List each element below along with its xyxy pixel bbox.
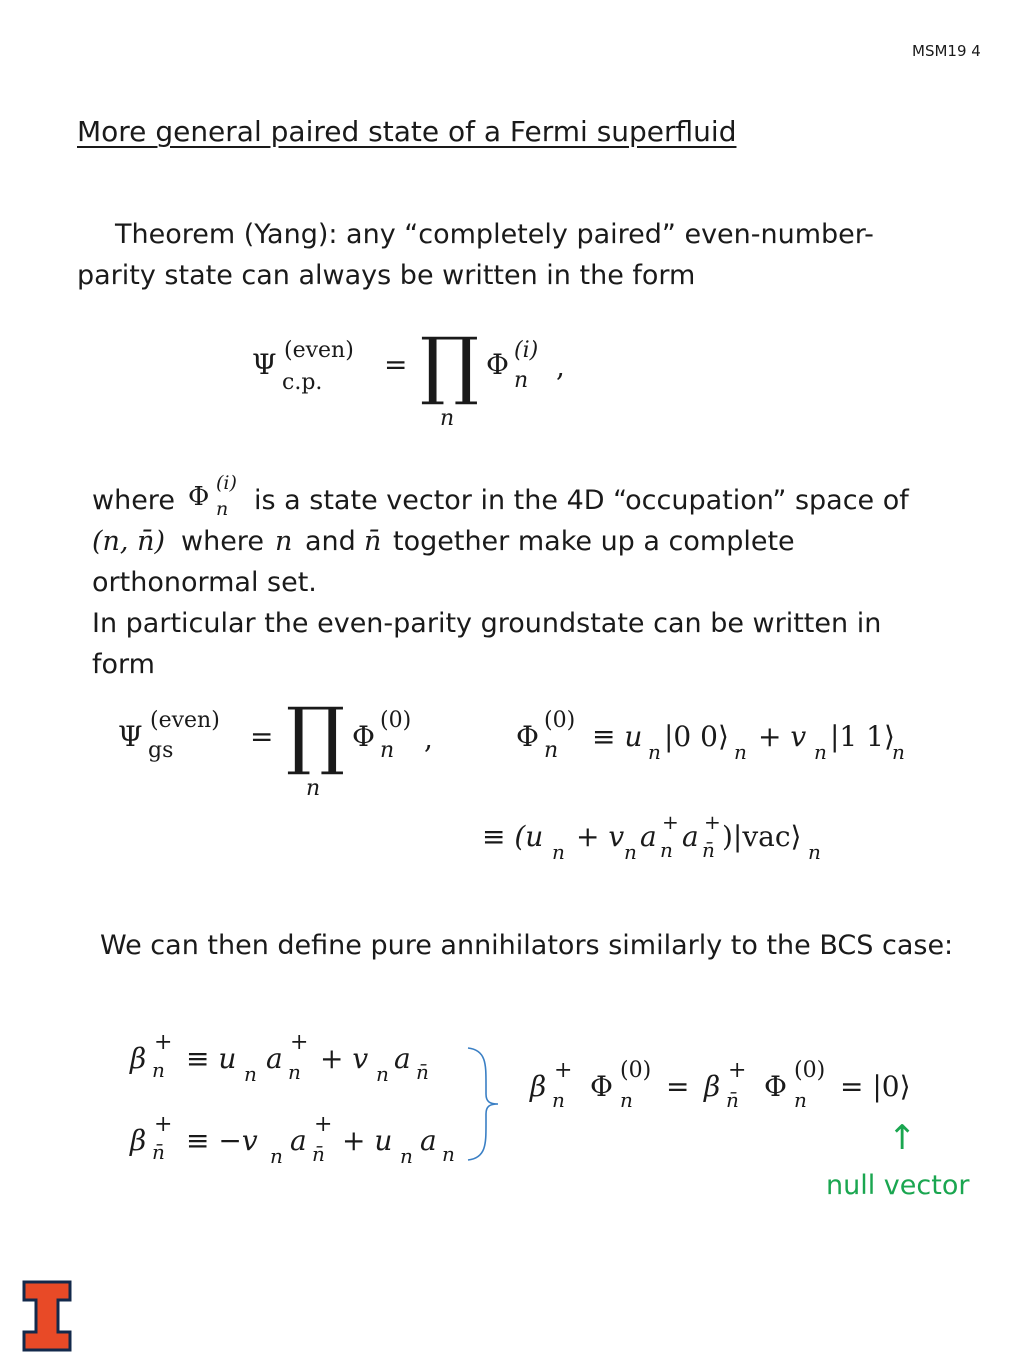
eq1-prod-sub: n — [440, 406, 455, 431]
annihilators-text: We can then define pure annihilators similarly to the BCS case: — [100, 930, 954, 961]
up-arrow-icon: ↑ — [888, 1118, 917, 1158]
result-beta-nbar-sub: n̄ — [726, 1088, 739, 1112]
eq3-v-sub: n — [814, 740, 827, 764]
eq4-a-nbar-sup: + — [704, 810, 721, 834]
beta2-a: a — [290, 1124, 307, 1157]
where-line-4: In particular the even-parity groundstate can be written in — [92, 608, 882, 639]
where-n-pair: (n, n̄) — [92, 526, 166, 557]
beta1-a2: a — [394, 1042, 411, 1075]
beta1-u: ≡ u — [186, 1042, 237, 1075]
where-line-3: orthonormal set. — [92, 567, 317, 598]
eq1-phi-sup: (i) — [514, 338, 539, 363]
result-beta-n-sup: + — [554, 1058, 573, 1083]
where-phi-sup: (i) — [216, 472, 237, 494]
eq3-ket-00-sub: n — [734, 740, 747, 764]
eq3-ket-11: |1 1⟩ — [830, 720, 895, 753]
beta1-a-sub: n — [288, 1060, 301, 1084]
where-line-1-rest: is a state vector in the 4D “occupation” space of — [254, 485, 909, 516]
theorem-line-2: parity state can always be written in the form — [77, 260, 696, 291]
beta1-beta-sup: + — [154, 1030, 173, 1055]
result-phi-2-sup: (0) — [794, 1058, 826, 1083]
beta1-a: a — [266, 1042, 283, 1075]
beta2-beta: β — [130, 1124, 147, 1157]
eq4-open: ≡ (u — [482, 820, 544, 853]
slide-title: More general paired state of a Fermi superfluid — [77, 115, 737, 148]
eq2-phi-sub: n — [380, 738, 395, 763]
eq3-v: + v — [758, 720, 807, 753]
result-phi-1-sub: n — [620, 1088, 633, 1112]
eq1-psi-sub: c.p. — [282, 370, 323, 395]
where-word-2: where — [181, 526, 264, 557]
eq4-vac-sub: n — [808, 840, 821, 864]
beta2-u-sub: n — [400, 1144, 413, 1168]
eq2-psi-sub: gs — [148, 738, 174, 763]
eq1-psi-sup: (even) — [284, 338, 354, 363]
eq2-psi-sup: (even) — [150, 708, 220, 733]
beta2-beta-sup: + — [154, 1112, 173, 1137]
eq1-equals: = — [384, 348, 408, 381]
eq4-a-nbar-sub: n̄ — [702, 838, 715, 862]
result-equals-1: = — [666, 1070, 690, 1103]
result-phi-2-sub: n — [794, 1088, 807, 1112]
result-beta-n-sub: n — [552, 1088, 565, 1112]
beta1-v-sub: n — [376, 1062, 389, 1086]
eq2-prod-sub: n — [306, 776, 321, 801]
beta1-a2-sub: n̄ — [416, 1060, 429, 1084]
where-n: n — [275, 526, 293, 557]
eq4-a-nbar: a — [682, 820, 699, 853]
where-and: and — [305, 526, 356, 557]
eq3-phi-sub: n — [544, 738, 559, 763]
beta1-beta: β — [130, 1042, 147, 1075]
eq2-psi: Ψ — [118, 720, 143, 753]
beta1-a-sup: + — [290, 1030, 309, 1055]
illinois-logo-icon — [22, 1280, 72, 1352]
beta1-u-sub: n — [244, 1062, 257, 1086]
eq1-product-symbol: ∏ — [420, 322, 479, 408]
eq3-ket-11-sub: n — [892, 740, 905, 764]
where-phi: Φ — [188, 482, 210, 512]
result-beta-nbar-sup: + — [728, 1058, 747, 1083]
beta2-a-sub: n̄ — [312, 1142, 325, 1166]
result-zero-ket: = |0⟩ — [840, 1070, 911, 1103]
eq2-equals: = — [250, 720, 274, 753]
beta1-v: + v — [320, 1042, 369, 1075]
result-beta-nbar: β — [704, 1070, 721, 1103]
eq2-comma: , — [424, 722, 433, 755]
eq4-a-n-sup: + — [662, 810, 679, 834]
grouping-brace — [464, 1044, 504, 1164]
beta2-v: ≡ −v — [186, 1124, 258, 1157]
eq4-a-n: a — [640, 820, 657, 853]
beta2-a2-sub: n — [442, 1142, 455, 1166]
eq1-psi: Ψ — [252, 348, 277, 381]
eq1-phi: Φ — [486, 348, 509, 381]
eq2-product-symbol: ∏ — [286, 692, 345, 778]
eq4-u-sub: n — [552, 840, 565, 864]
beta2-u: + u — [342, 1124, 393, 1157]
result-phi-1: Φ — [590, 1070, 613, 1103]
result-phi-1-sup: (0) — [620, 1058, 652, 1083]
beta2-beta-sub: n̄ — [152, 1140, 165, 1164]
where-word: where — [92, 485, 175, 516]
eq3-u-sub: n — [648, 740, 661, 764]
eq3-phi-sup: (0) — [544, 708, 576, 733]
eq1-comma: , — [556, 350, 565, 383]
beta2-a-sup: + — [314, 1112, 333, 1137]
where-line-2-rest: together make up a complete — [393, 526, 795, 557]
eq4-v: + v — [576, 820, 625, 853]
eq3-phi: Φ — [516, 720, 539, 753]
eq2-phi: Φ — [352, 720, 375, 753]
eq1-phi-sub: n — [514, 368, 529, 393]
beta2-v-sub: n — [270, 1144, 283, 1168]
where-nbar: n̄ — [364, 526, 382, 557]
beta1-beta-sub: n — [152, 1058, 165, 1082]
result-beta-n: β — [530, 1070, 547, 1103]
eq3-ket-00: |0 0⟩ — [664, 720, 729, 753]
beta2-a2: a — [420, 1124, 437, 1157]
eq4-vac: )|vac⟩ — [722, 820, 802, 853]
eq4-v-sub: n — [624, 840, 637, 864]
where-line-5: form — [92, 649, 155, 680]
eq3-u: ≡ u — [592, 720, 643, 753]
eq2-phi-sup: (0) — [380, 708, 412, 733]
where-phi-sub: n — [216, 498, 229, 520]
theorem-line-1: Theorem (Yang): any “completely paired” even-number- — [115, 219, 874, 250]
slide-number: MSM19 4 — [912, 42, 981, 60]
eq4-a-n-sub: n — [660, 838, 673, 862]
null-vector-label: null vector — [826, 1170, 970, 1201]
result-phi-2: Φ — [764, 1070, 787, 1103]
